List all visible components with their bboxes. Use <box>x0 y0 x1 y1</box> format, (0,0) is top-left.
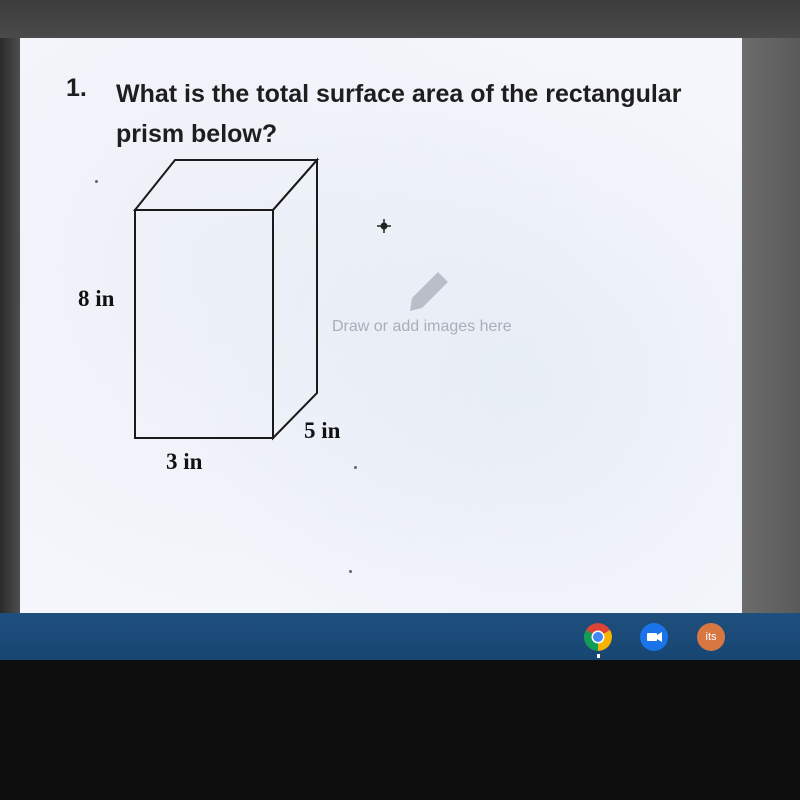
stray-mark <box>95 180 98 183</box>
stray-mark <box>349 570 352 573</box>
meet-icon[interactable] <box>640 623 668 651</box>
camera-icon <box>640 623 668 651</box>
prism-front-face <box>135 210 273 438</box>
monitor-lower-bezel <box>0 660 800 800</box>
question-line-1: What is the total surface area of the rectangular <box>116 80 682 108</box>
active-app-indicator <box>597 654 600 658</box>
prism-top-face <box>135 160 317 210</box>
question-slide <box>20 38 742 613</box>
question-line-2: prism below? <box>116 120 278 148</box>
monitor-bezel-left <box>0 38 20 613</box>
its-app-icon[interactable] <box>697 623 725 651</box>
monitor-bezel-top <box>0 0 800 38</box>
pencil-icon[interactable] <box>408 270 450 312</box>
prism-side-face <box>273 160 317 438</box>
its-app-label: its <box>705 631 717 643</box>
stray-mark <box>354 466 357 469</box>
depth-label: 5 in <box>304 418 341 443</box>
crosshair-cursor-icon <box>376 218 392 234</box>
width-label: 3 in <box>166 449 203 474</box>
question-number: 1. <box>66 74 87 102</box>
draw-or-add-images-hint[interactable]: Draw or add images here <box>332 318 512 335</box>
monitor-bezel-right <box>742 38 800 613</box>
height-label: 8 in <box>78 286 115 311</box>
chrome-icon[interactable] <box>584 623 612 651</box>
os-taskbar <box>0 613 800 660</box>
